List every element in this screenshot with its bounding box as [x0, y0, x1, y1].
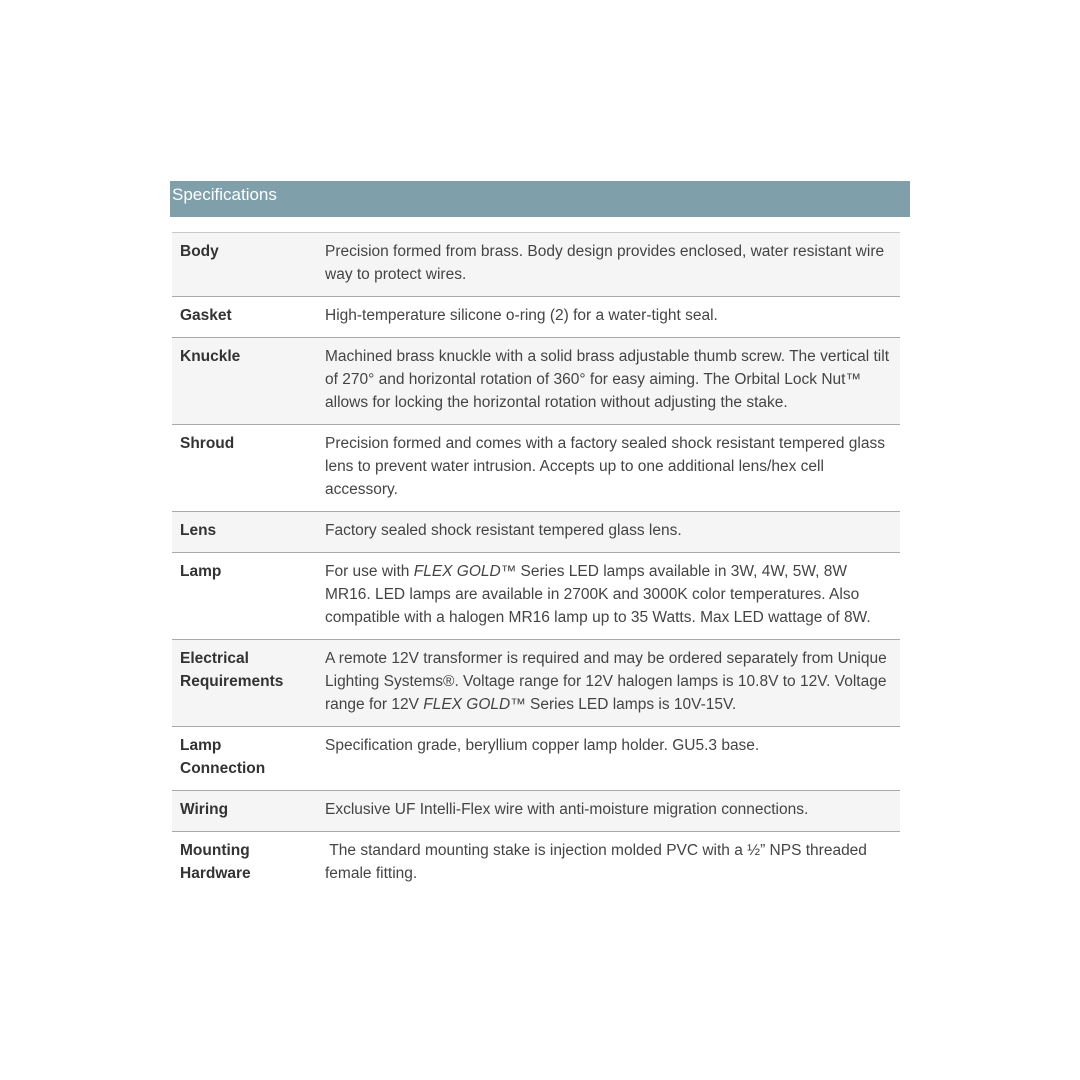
spec-value-text: High-temperature silicone o-ring (2) for a water-tight seal. [325, 307, 718, 324]
spec-value [317, 640, 900, 727]
spec-value-text: For use with [325, 563, 414, 580]
specifications-header: Specifications [170, 181, 910, 217]
spec-value [317, 832, 900, 896]
spec-label: Mounting Hardware [180, 842, 251, 882]
spec-label: Lamp Connection [172, 727, 317, 791]
spec-label: Wiring [172, 791, 317, 832]
spec-label: Electrical Requirements [172, 640, 317, 727]
spec-value-text: The standard mounting stake is injection molded PVC with a ½” NPS threaded female fitting. [325, 842, 867, 882]
spec-label: Lamp [172, 553, 317, 640]
spec-value-text: ™ Series LED lamps available in 3W, 4W, 5W, 8W MR16. LED lamps are available in 2700K and 3000K color temperatures. Also compatible with a halogen MR16 lamp up to 35 Watts. Max LED wattage of 8W. [325, 563, 871, 626]
spec-value [317, 791, 900, 832]
spec-row [172, 791, 900, 832]
spec-row [172, 512, 900, 553]
spec-row [172, 425, 900, 512]
spec-value [317, 727, 900, 791]
spec-row [172, 832, 900, 896]
spec-row [172, 727, 900, 791]
spec-label: Knuckle [172, 338, 317, 425]
spec-value-text: Machined brass knuckle with a solid brass adjustable thumb screw. The vertical tilt of 270° and horizontal rotation of 360° for easy aiming. The Orbital Lock Nut™ allows for locking the horizontal rotation without adjusting the stake. [325, 348, 890, 411]
spec-value-text: Specification grade, beryllium copper lamp holder. GU5.3 base. [325, 737, 760, 754]
spec-row [172, 338, 900, 425]
spec-value [317, 425, 900, 512]
spec-value-text: Exclusive UF Intelli-Flex wire with anti-moisture migration connections. [325, 801, 809, 818]
spec-value [317, 297, 900, 338]
spec-value-text: Precision formed and comes with a factory sealed shock resistant tempered glass lens to prevent water intrusion. Accepts up to one additional lens/hex cell accessory. [325, 435, 885, 498]
spec-value-text: ™ Series LED lamps is 10V-15V. [510, 696, 737, 713]
spec-value [317, 512, 900, 553]
spec-value-text: A remote 12V transformer is required and may be ordered separately from Unique Lighting Systems®. Voltage range for 12V halogen lamps is 10.8V to 12V. Voltage range for 12V [325, 650, 887, 713]
spec-row [172, 553, 900, 640]
spec-value-text: Factory sealed shock resistant tempered glass lens. [325, 522, 682, 539]
spec-label: Gasket [172, 297, 317, 338]
spec-value [317, 553, 900, 640]
spec-row [172, 297, 900, 338]
spec-value-text: Precision formed from brass. Body design provides enclosed, water resistant wire way to protect wires. [325, 243, 885, 283]
spec-row [172, 640, 900, 727]
specifications-panel [170, 181, 910, 895]
specifications-table-body [172, 233, 900, 896]
spec-label: Lens [172, 512, 317, 553]
specifications-table [172, 232, 900, 895]
spec-value-emphasis: FLEX GOLD [413, 563, 501, 580]
spec-label: Shroud [172, 425, 317, 512]
spec-value [317, 338, 900, 425]
spec-label: Body [172, 233, 317, 297]
spec-value-emphasis: FLEX GOLD [423, 696, 511, 713]
spec-value [317, 233, 900, 297]
spec-row [172, 233, 900, 297]
